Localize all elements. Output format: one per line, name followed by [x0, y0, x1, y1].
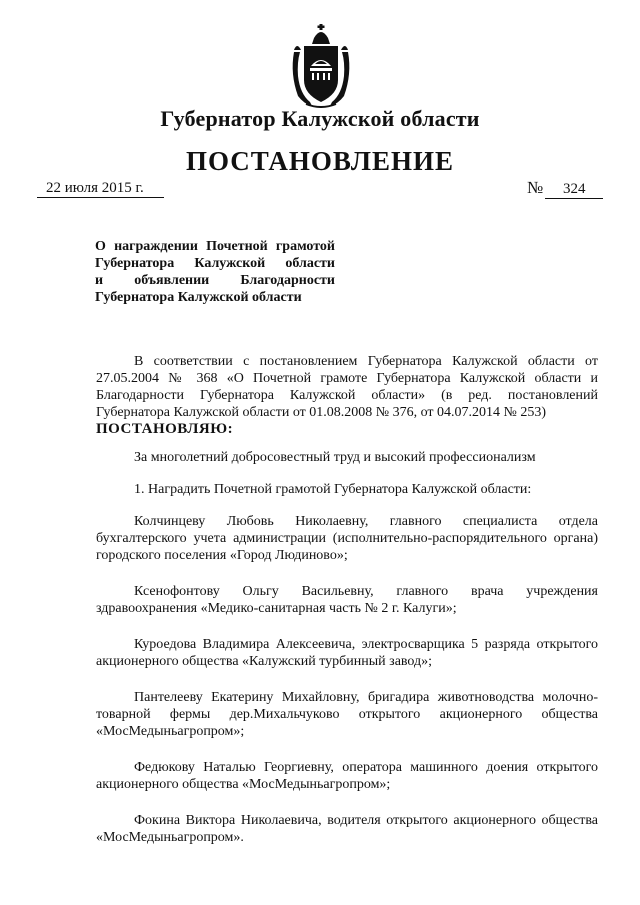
document-body	[96, 353, 598, 846]
awardee-item: Федюкову Наталью Георгиевну, оператора машинного доения открытого акционерного общества «МосМедыньагропром»;	[96, 760, 598, 792]
subject-line: О награждении Почетной грамотой	[95, 239, 335, 254]
issuing-authority: Губернатор Калужской области	[160, 106, 480, 131]
subject-line: Губернатора Калужской области	[95, 290, 302, 305]
clause-1: 1. Наградить Почетной грамотой Губернатора Калужской области:	[134, 482, 532, 497]
awardee-item: Фокина Виктора Николаевича, водителя открытого акционерного общества «МосМедыньагропром».	[96, 813, 598, 845]
awardee-item: Куроедова Владимира Алексеевича, электросварщика 5 разряда открытого акционерного общества «Калужский турбинный завод»;	[96, 637, 598, 669]
subject-line: Губернатора Калужской области	[95, 256, 335, 271]
document-date: 22 июля 2015 г.	[37, 180, 164, 198]
number-sign: №	[527, 178, 544, 197]
document-subject	[95, 238, 335, 306]
document-number	[527, 178, 603, 199]
subject-line: и объявлении Благодарности	[95, 273, 335, 288]
decree-word: ПОСТАНОВЛЯЮ:	[96, 421, 234, 437]
awardee-item: Ксенофонтову Ольгу Васильевну, главного врача учреждения здравоохранения «Медико-санитарная часть № 2 г. Калуги»;	[96, 584, 598, 616]
document-type-title: ПОСТАНОВЛЕНИЕ	[185, 146, 455, 176]
preamble-paragraph: В соответствии с постановлением Губернатора Калужской области от 27.05.2004 № 368 «О Почетной грамоте Губернатора Калужской области и Благодарности Губернатора Калужской области» (в ред. постановлений Губернатора Калужской области от 01.08.2008 № 376, от 04.07.2014 № 253)	[96, 354, 598, 420]
number-value: 324	[545, 181, 603, 199]
award-reason: За многолетний добросовестный труд и высокий профессионализм	[134, 450, 536, 465]
coat-of-arms-icon	[288, 24, 354, 108]
awardee-item: Пантелееву Екатерину Михайловну, бригадира животноводства молочно-товарной фермы дер.Михальчуково открытого акционерного общества «МосМедыньагропром»;	[96, 690, 598, 739]
awardee-item: Колчинцеву Любовь Николаевну, главного специалиста отдела бухгалтерского учета администрации (исполнительно-распорядительного органа) городского поселения «Город Людиново»;	[96, 514, 598, 563]
